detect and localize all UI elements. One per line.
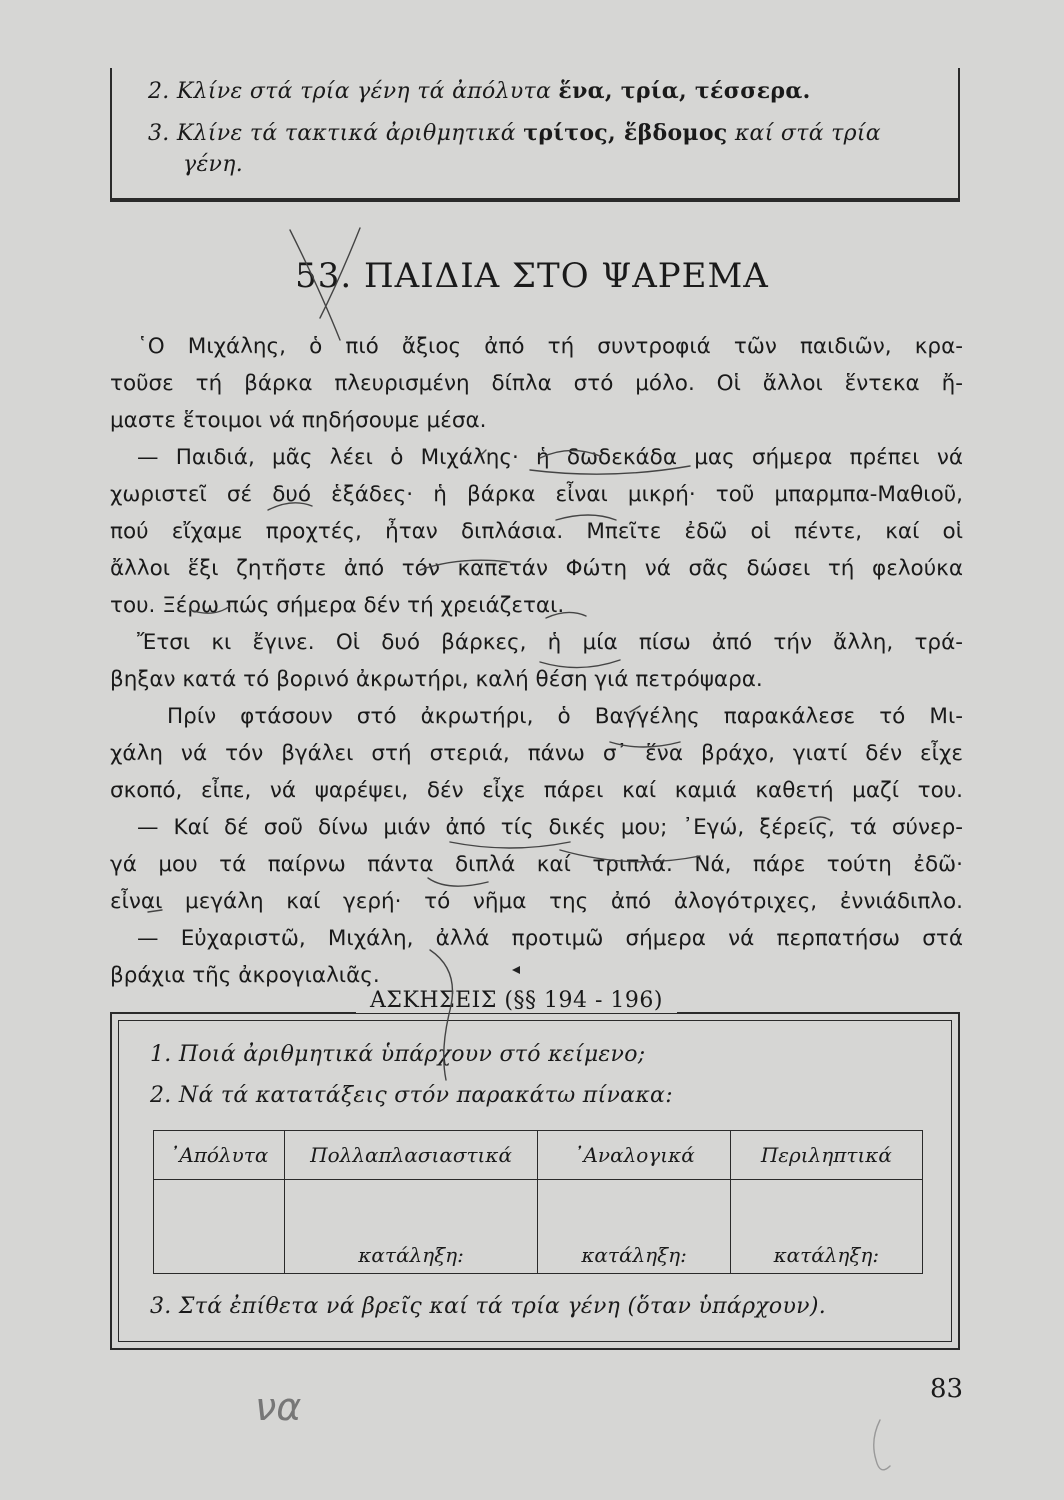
story-line: Ἔτσι κι ἔγινε. Οἱ δυό βάρκες, ἡ μία πίσω ἀπό τήν ἄλλη, τρά-	[137, 630, 963, 655]
story-line: μαστε ἕτοιμοι νά πηδήσουμε μέσα.	[110, 408, 487, 433]
story-line: εἶναι μεγάλη καί γερή· τό νῆμα της ἀπό ἀλογότριχες, ἐννιάδιπλο.	[110, 889, 963, 914]
table-header: ᾿Απόλυτα	[154, 1131, 285, 1180]
page-number: 83	[930, 1374, 964, 1404]
table-cell: κατάληξη:	[284, 1180, 538, 1274]
exercises-header: ΑΣΚΗΣΕΙΣ (§§ 194 - 196)	[356, 988, 677, 1013]
table-header: Πολλαπλασιαστικά	[284, 1131, 538, 1180]
story-line: — Παιδιά, μᾶς λέει ὁ Μιχάλης· ἡ δωδεκάδα μας σήμερα πρέπει νά	[137, 445, 963, 470]
top-exercise-2: 2. Κλίνε στά τρία γένη τά ἀπόλυτα ἕνα, τρία, τέσσερα.	[148, 78, 811, 104]
handwritten-note: να	[255, 1385, 302, 1429]
top-exercise-3-continued: γένη.	[183, 152, 244, 177]
story-line: πού εἴχαμε προχτές, ἦταν διπλάσια. Μπεῖτε ἐδῶ οἱ πέντε, καί οἱ	[110, 519, 963, 544]
table-cell: κατάληξη:	[730, 1180, 922, 1274]
table-header: Περιληπτικά	[730, 1131, 922, 1180]
story-line: τοῦσε τή βάρκα πλευρισμένη δίπλα στό μόλο. Οἱ ἄλλοι ἕντεκα ἤ-	[110, 371, 963, 396]
story-line: ἄλλοι ἕξι ζητῆστε ἀπό τόν καπετάν Φώτη νά σᾶς δώσει τή φελούκα	[110, 556, 963, 581]
story-line: χωριστεῖ σέ δυό ἑξάδες· ἡ βάρκα εἶναι μικρή· τοῦ μπαρμπα-Μαθιοῦ,	[110, 482, 963, 507]
exercise-1: 1. Ποιά ἀριθμητικά ὑπάρχουν στό κείμενο;	[150, 1042, 646, 1067]
table-header: ᾿Αναλογικά	[538, 1131, 730, 1180]
exercise-3: 3. Στά ἐπίθετα νά βρεῖς καί τά τρία γένη (ὅταν ὑπάρχουν).	[150, 1294, 827, 1319]
chapter-title: 53. ΠΑΙΔΙΑ ΣΤΟ ΨΑΡΕΜΑ	[295, 256, 769, 296]
story-line: γά μου τά παίρνω πάντα διπλά καί τριπλά. Νά, πάρε τούτη ἐδῶ·	[110, 852, 963, 877]
exercise-2: 2. Νά τά κατατάξεις στόν παρακάτω πίνακα:	[150, 1083, 673, 1108]
story-line: ῾Ο Μιχάλης, ὁ πιό ἄξιος ἀπό τή συντροφιά τῶν παιδιῶν, κρα-	[137, 334, 963, 359]
story-line: βράχια τῆς ἀκρογιαλιᾶς.	[110, 963, 380, 988]
top-exercise-3: 3. Κλίνε τά τακτικά ἀριθμητικά τρίτος, ἕβδομος καί στά τρία	[148, 120, 881, 146]
story-line: χάλη νά τόν βγάλει στή στεριά, πάνω σ᾿ ἕνα βράχο, γιατί δέν εἶχε	[110, 741, 963, 766]
story-line: βηξαν κατά τό βορινό ἀκρωτήρι, καλή θέση γιά πετρόψαρα.	[110, 667, 763, 692]
story-line: — Εὐχαριστῶ, Μιχάλη, ἀλλά προτιμῶ σήμερα νά περπατήσω στά	[137, 926, 963, 951]
story-line: σκοπό, εἶπε, νά ψαρέψει, δέν εἶχε πάρει καί καμιά καθετή μαζί του.	[110, 778, 963, 803]
story-line: Πρίν φτάσουν στό ἀκρωτήρι, ὁ Βαγγέλης παρακάλεσε τό Μι-	[167, 704, 963, 729]
story-line: — Καί δέ σοῦ δίνω μιάν ἀπό τίς δικές μου; ᾿Εγώ, ξέρεις, τά σύνερ-	[137, 815, 963, 840]
story-line: του. Ξέρω πώς σήμερα δέν τή χρειάζεται.	[110, 593, 565, 618]
table-cell: κατάληξη:	[538, 1180, 730, 1274]
